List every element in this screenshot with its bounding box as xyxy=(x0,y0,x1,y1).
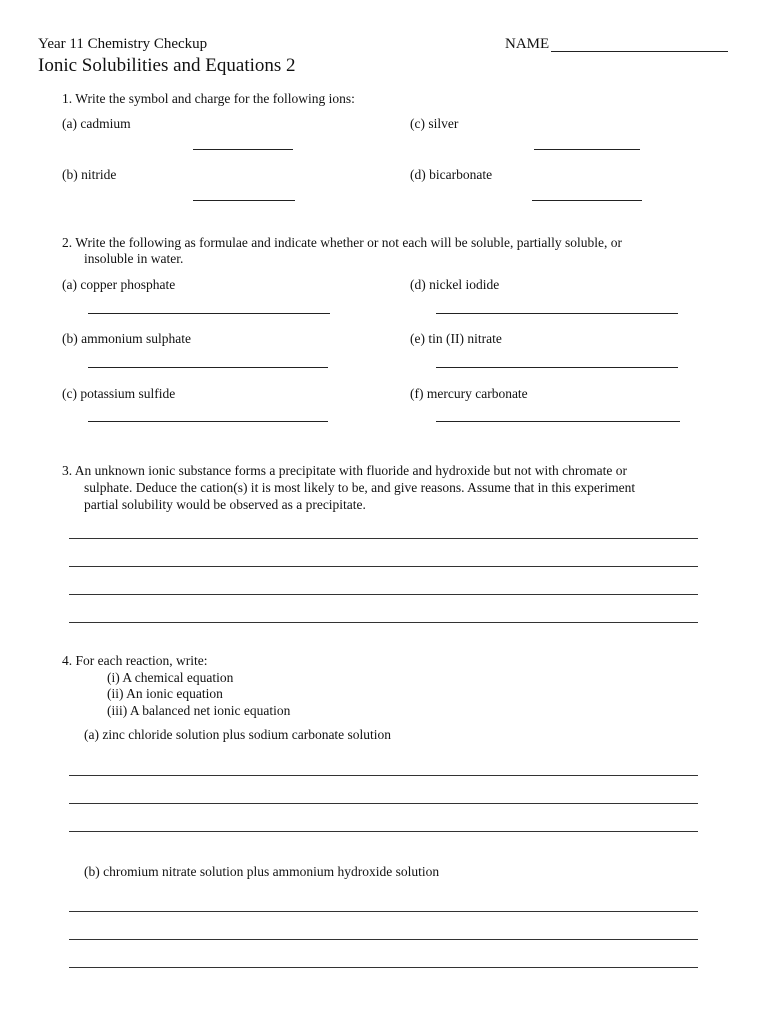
q2-answer-f[interactable] xyxy=(436,421,680,422)
name-label: NAME xyxy=(505,36,550,52)
q4-sub-ii: (ii) An ionic equation xyxy=(107,686,223,701)
q4-sub-i: (i) A chemical equation xyxy=(107,670,234,685)
q4a-answer-line[interactable] xyxy=(69,831,698,832)
q3-line2: sulphate. Deduce the cation(s) it is most likely to be, and give reasons. Assume that in this experiment xyxy=(84,480,636,495)
q4-part-a: (a) zinc chloride solution plus sodium carbonate solution xyxy=(84,727,392,742)
q2-answer-d[interactable] xyxy=(436,313,678,314)
name-blank[interactable] xyxy=(551,51,728,52)
q2-answer-a[interactable] xyxy=(88,313,330,314)
q2-item-f: (f) mercury carbonate xyxy=(410,386,528,401)
q4-sub-iii: (iii) A balanced net ionic equation xyxy=(107,703,291,718)
q1-answer-c[interactable] xyxy=(534,149,640,150)
q2-prompt-line2: insoluble in water. xyxy=(84,251,184,266)
q1-item-b: (b) nitride xyxy=(62,167,117,182)
q1-prompt: 1. Write the symbol and charge for the following ions: xyxy=(62,91,355,106)
q1-answer-b[interactable] xyxy=(193,200,295,201)
q1-item-c: (c) silver xyxy=(410,116,459,131)
q4b-answer-line[interactable] xyxy=(69,911,698,912)
q2-answer-c[interactable] xyxy=(88,421,328,422)
q3-line1: 3. An unknown ionic substance forms a precipitate with fluoride and hydroxide but not with chromate or xyxy=(62,463,627,478)
worksheet-title: Ionic Solubilities and Equations 2 xyxy=(38,55,296,76)
q4-prompt: 4. For each reaction, write: xyxy=(62,653,208,668)
q4a-answer-line[interactable] xyxy=(69,803,698,804)
q3-line3: partial solubility would be observed as a precipitate. xyxy=(84,497,366,512)
q4b-answer-line[interactable] xyxy=(69,967,698,968)
q1-item-d: (d) bicarbonate xyxy=(410,167,493,182)
q2-item-e: (e) tin (II) nitrate xyxy=(410,331,502,346)
q2-prompt-line1: 2. Write the following as formulae and indicate whether or not each will be soluble, partially soluble, or xyxy=(62,235,623,250)
q2-item-d: (d) nickel iodide xyxy=(410,277,500,292)
q2-item-b: (b) ammonium sulphate xyxy=(62,331,191,346)
q4a-answer-line[interactable] xyxy=(69,775,698,776)
q1-answer-d[interactable] xyxy=(532,200,642,201)
q3-answer-line[interactable] xyxy=(69,594,698,595)
q4-part-b: (b) chromium nitrate solution plus ammonium hydroxide solution xyxy=(84,864,440,879)
q1-item-a: (a) cadmium xyxy=(62,116,131,131)
q1-answer-a[interactable] xyxy=(193,149,293,150)
course-name: Year 11 Chemistry Checkup xyxy=(38,36,208,52)
q2-item-a: (a) copper phosphate xyxy=(62,277,176,292)
q3-answer-line[interactable] xyxy=(69,622,698,623)
q2-answer-b[interactable] xyxy=(88,367,328,368)
q2-answer-e[interactable] xyxy=(436,367,678,368)
q2-item-c: (c) potassium sulfide xyxy=(62,386,176,401)
q3-answer-line[interactable] xyxy=(69,538,698,539)
q3-answer-line[interactable] xyxy=(69,566,698,567)
q4b-answer-line[interactable] xyxy=(69,939,698,940)
